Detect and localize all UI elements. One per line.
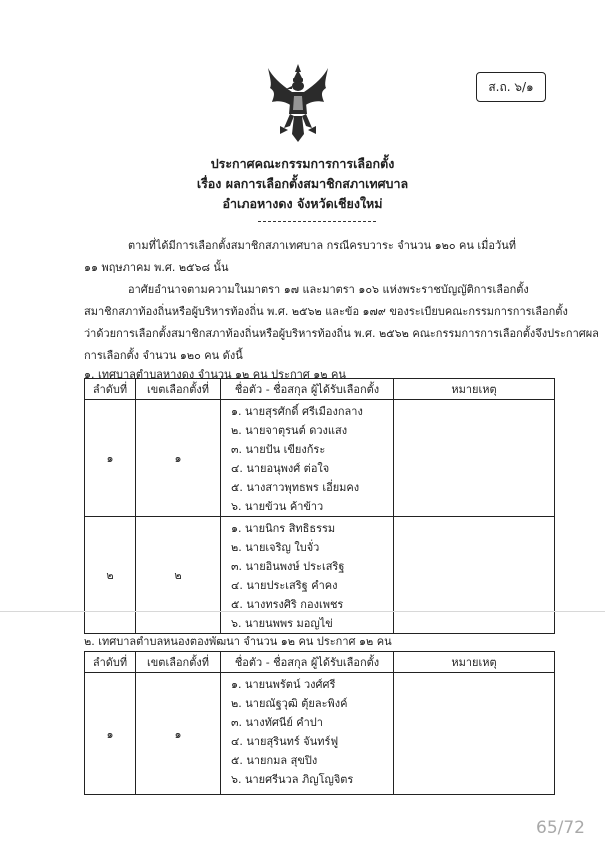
header-zone: เขตเลือกตั้งที่ (136, 652, 221, 673)
winner-name: ๖. นายศรีนวล ภิญโญจิตร (231, 773, 354, 786)
results-table (84, 651, 555, 795)
page-separator (0, 611, 605, 612)
row-zone: ๑ (136, 400, 221, 517)
winner-name: ๔. นายประเสริฐ คำคง (231, 579, 338, 592)
header-note: หมายเหตุ (394, 652, 555, 673)
paragraph-2-line-3: ว่าด้วยการเลือกตั้งสมาชิกสภาท้องถิ่นหรือผู้บริหารท้องถิ่น พ.ศ. ๒๕๖๒ คณะกรรมการการเลือกตั้งจึงประกาศผล (84, 327, 599, 340)
row-names (221, 673, 394, 795)
table-row (85, 517, 555, 634)
winner-name: ๕. นางสาวพุทธพร เอี่ยมคง (231, 481, 360, 494)
table-row (85, 400, 555, 517)
title-divider (258, 221, 376, 222)
winner-name: ๑. นายสุรศักดิ์ ศรีเมืองกลาง (231, 405, 363, 418)
winner-name: ๔. นายสุรินทร์ จันทร์ฟู (231, 735, 339, 748)
announcement-district: อำเภอหางดง จังหวัดเชียงใหม่ (222, 196, 383, 211)
winner-name: ๓. นางทัศนีย์ คำปา (231, 716, 323, 729)
winner-name: ๕. นางทรงศิริ กองเพชร (231, 598, 344, 611)
form-code-box: ส.ถ. ๖/๑ (476, 72, 546, 102)
row-names (221, 517, 394, 634)
header-name: ชื่อตัว - ชื่อสกุล ผู้ได้รับเลือกตั้ง (221, 652, 394, 673)
announcement-subject: เรื่อง ผลการเลือกตั้งสมาชิกสภาเทศบาล (196, 176, 409, 191)
winner-name: ๒. นายเจริญ ใบจั่ว (231, 541, 320, 554)
winner-name: ๒. นายจาตุรนต์ ดวงแสง (231, 424, 348, 437)
row-order: ๑ (85, 400, 136, 517)
row-note (394, 673, 555, 795)
paragraph-2-line-1: อาศัยอำนาจตามความในมาตรา ๑๗ และมาตรา ๑๐๖ แห่งพระราชบัญญัติการเลือกตั้ง (128, 283, 529, 296)
winner-name: ๔. นายอนุพงศ์ ต่อใจ (231, 462, 330, 475)
paragraph-2-line-4: การเลือกตั้ง จำนวน ๑๒๐ คน ดังนี้ (84, 349, 243, 362)
row-order: ๑ (85, 673, 136, 795)
row-order: ๒ (85, 517, 136, 634)
winner-name: ๑. นายนพรัตน์ วงศ์ศรี (231, 678, 336, 691)
row-zone: ๑ (136, 673, 221, 795)
table-row (85, 673, 555, 795)
row-note (394, 400, 555, 517)
announcement-title: ประกาศคณะกรรมการการเลือกตั้ง (210, 156, 395, 171)
paragraph-1-line-2: ๑๑ พฤษภาคม พ.ศ. ๒๕๖๘ นั้น (84, 261, 229, 274)
winner-name: ๒. นายณัฐวุฒิ ตุ้ยละพิงค์ (231, 697, 348, 710)
header-name: ชื่อตัว - ชื่อสกุล ผู้ได้รับเลือกตั้ง (221, 379, 394, 400)
winner-name: ๓. นายอินพงษ์ ประเสริฐ (231, 560, 345, 573)
winner-name: ๖. นายข้วน ค้าข้าว (231, 500, 324, 513)
page-counter: 65/72 (536, 818, 585, 838)
header-order: ลำดับที่ (85, 379, 136, 400)
header-order: ลำดับที่ (85, 652, 136, 673)
paragraph-2-line-2: สมาชิกสภาท้องถิ่นหรือผู้บริหารท้องถิ่น พ.ศ. ๒๕๖๒ และข้อ ๑๗๙ ของระเบียบคณะกรรมการการเลือกตั้ง (84, 305, 568, 318)
paragraph-1-line-1: ตามที่ได้มีการเลือกตั้งสมาชิกสภาเทศบาล กรณีครบวาระ จำนวน ๑๒๐ คน เมื่อวันที่ (128, 239, 516, 252)
table-header-row (85, 379, 555, 400)
winner-name: ๕. นายกมล สุขปิง (231, 754, 318, 767)
results-table (84, 378, 555, 634)
winner-name: ๖. นายนพพร มอญไข่ (231, 617, 333, 630)
section-heading: ๑. เทศบาลตำบลหางดง จำนวน ๑๒ คน ประกาศ ๑๒ คน (84, 368, 346, 381)
row-names (221, 400, 394, 517)
section-heading: ๒. เทศบาลตำบลหนองตองพัฒนา จำนวน ๑๒ คน ประกาศ ๑๒ คน (84, 635, 392, 648)
header-note: หมายเหตุ (394, 379, 555, 400)
winner-name: ๑. นายนิกร สิทธิธรรม (231, 522, 336, 535)
header-zone: เขตเลือกตั้งที่ (136, 379, 221, 400)
table-header-row (85, 652, 555, 673)
winner-name: ๓. นายปัน เขียงก้ระ (231, 443, 326, 456)
garuda-emblem-icon (266, 62, 330, 146)
row-zone: ๒ (136, 517, 221, 634)
row-note (394, 517, 555, 634)
